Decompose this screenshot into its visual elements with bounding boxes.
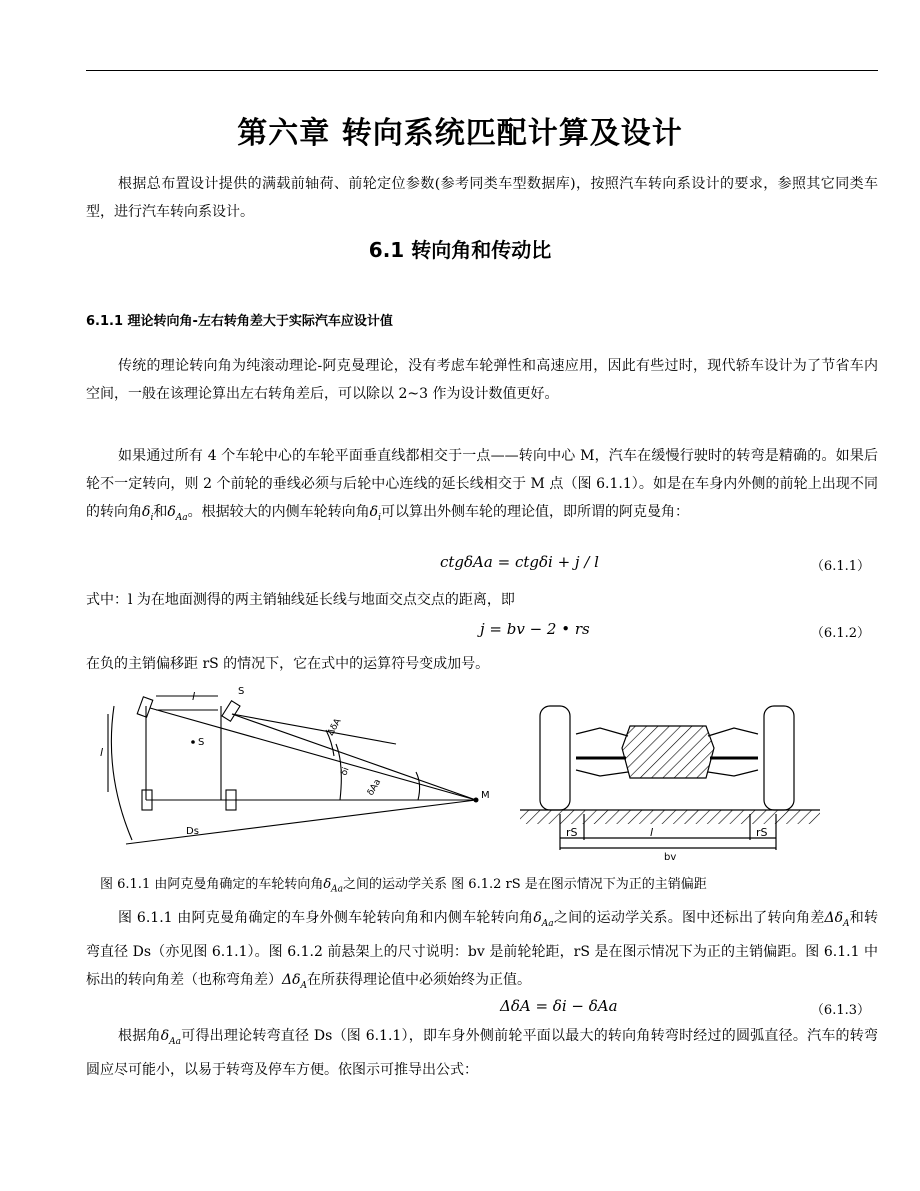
fig2-label-rs-left: rS	[566, 826, 578, 839]
caption-a: 图 6.1.1 由阿克曼角确定的车轮转向角	[100, 877, 324, 892]
p6-text-a: 根据角	[118, 1028, 161, 1044]
center-of-gravity-point	[191, 740, 195, 744]
fig1-label-cg: S	[198, 737, 205, 748]
p2-text-b: 。根据较大的内侧车轮转向角	[187, 504, 370, 520]
section-title: 6.1 转向角和传动比	[368, 238, 552, 262]
subsection-title: 6.1.1 理论转向角-左右转角差大于实际汽车应设计值	[86, 314, 393, 329]
intro-paragraph: 根据总布置设计提供的满载前轴荷、前轮定位参数(参考同类车型数据库)，按照汽车转向系设计的要求，参照其它同类车型，进行汽车转向系设计。	[86, 176, 878, 220]
fig1-label-delta-a: ΔδA	[325, 717, 344, 738]
fig1-label-l-side: l	[100, 746, 104, 759]
fig1-label-l-top: l	[192, 690, 196, 703]
fig1-label-delta-i: δi	[339, 766, 352, 778]
equation-6-1-2: j = bv − 2 • rs	[480, 620, 590, 638]
p5-delta-a-2: $\Delta\delta_A$	[282, 971, 308, 991]
p2-text-c: 可以算出外侧车轮的理论值，即所谓的阿克曼角：	[380, 504, 689, 520]
ground-hatch	[520, 810, 820, 824]
p6-delta-aa: $\delta_{Aa}$	[160, 1028, 181, 1047]
equation-number-6-1-1: （6.1.1）	[810, 559, 870, 574]
chapter-title: 第六章 转向系统匹配计算及设计	[237, 116, 683, 151]
p5-delta-a: $\Delta\delta_A$	[824, 910, 850, 929]
fig1-label-m: M	[481, 790, 490, 801]
header-rule	[86, 70, 878, 71]
paragraph-6	[86, 1022, 878, 1084]
left-wheel	[540, 706, 570, 810]
figure-6-1-1-ackermann-diagram	[96, 684, 516, 864]
p5-delta-aa: $\delta_{Aa}$	[533, 910, 554, 929]
p5-text-a: 图 6.1.1 由阿克曼角确定的车身外侧车轮转向角和内侧车轮转向角	[118, 910, 534, 926]
fig1-label-s: S	[238, 686, 245, 697]
differential-body	[622, 726, 714, 778]
paragraph-1: 传统的理论转向角为纯滚动理论-阿克曼理论，没有考虑车轮弹性和高速应用，因此有些过时，现代轿车设计为了节省车内空间，一般在该理论算出左右转角差后，可以除以 2~3 作为设计数值更好。	[86, 358, 878, 402]
equation-number-6-1-3: （6.1.3）	[810, 1003, 870, 1018]
paragraph-3: 式中：l 为在地面测得的两主销轴线延长线与地面交点交点的距离，即	[86, 592, 515, 608]
right-wheel	[764, 706, 794, 810]
equation-6-1-1: ctgδAa = ctgδi + j / l	[440, 553, 599, 571]
turning-arc	[111, 706, 132, 840]
p2-and: 和	[153, 504, 168, 520]
fig2-label-bv: bv	[664, 852, 677, 863]
equation-6-1-3: ΔδA = δi − δAa	[500, 997, 618, 1015]
p5-text-b: 之间的运动学关系。图中还标出了转向角差	[553, 910, 825, 926]
fig1-label-delta-aa: δAa	[365, 777, 384, 798]
p2-text-a: 如果通过所有 4 个车轮中心的车轮平面垂直线都相交于一点——转向中心 M，汽车在缓慢行驶时的转弯是精确的。如果后轮不一定转向，则 2 个前轮的垂线必须与后轮中心连线的延长线相交于 M 点（图 6.1.1）。如是在车身内外侧的前轮上出现不同的转向角	[86, 448, 878, 520]
fig1-label-ds: Ds	[186, 826, 199, 837]
p5-text-c: 和转弯直径 Ds（亦见图 6.1.1）。图 6.1.2 前悬架上的尺寸说明：bv 是前轮轮距，rS 是在图示情况下为正的主销偏距。图 6.1.1 中标出的转向角差（也称弯角差）	[86, 910, 878, 988]
figure-6-1-2-front-suspension	[520, 694, 820, 866]
paragraph-2	[86, 442, 878, 532]
p5-text-d: 在所获得理论值中必须始终为正值。	[307, 971, 532, 988]
delta-i-symbol: $\delta_i$	[142, 504, 154, 523]
figure-caption	[100, 873, 707, 895]
equation-number-6-1-2: （6.1.2）	[810, 626, 870, 641]
caption-delta-aa: $\delta_{Aa}$	[323, 877, 344, 895]
fig2-label-l: l	[650, 826, 654, 839]
paragraph-4: 在负的主销偏移距 rS 的情况下，它在式中的运算符号变成加号。	[86, 656, 490, 672]
p6-text-b: 可得出理论转弯直径 Ds（图 6.1.1），即车身外侧前轮平面以最大的转向角转弯时经过的圆弧直径。汽车的转弯圆应尽可能小，以易于转弯及停车方便。依图示可推导出公式：	[86, 1028, 879, 1078]
fig2-label-rs-right: rS	[756, 826, 768, 839]
paragraph-5	[86, 904, 878, 1000]
delta-i-symbol-2: $\delta_i$	[369, 504, 381, 523]
turning-center-point	[474, 798, 479, 803]
delta-aa-symbol: $\delta_{Aa}$	[167, 504, 188, 523]
caption-b: 之间的运动学关系 图 6.1.2 rS 是在图示情况下为正的主销偏距	[343, 877, 707, 892]
